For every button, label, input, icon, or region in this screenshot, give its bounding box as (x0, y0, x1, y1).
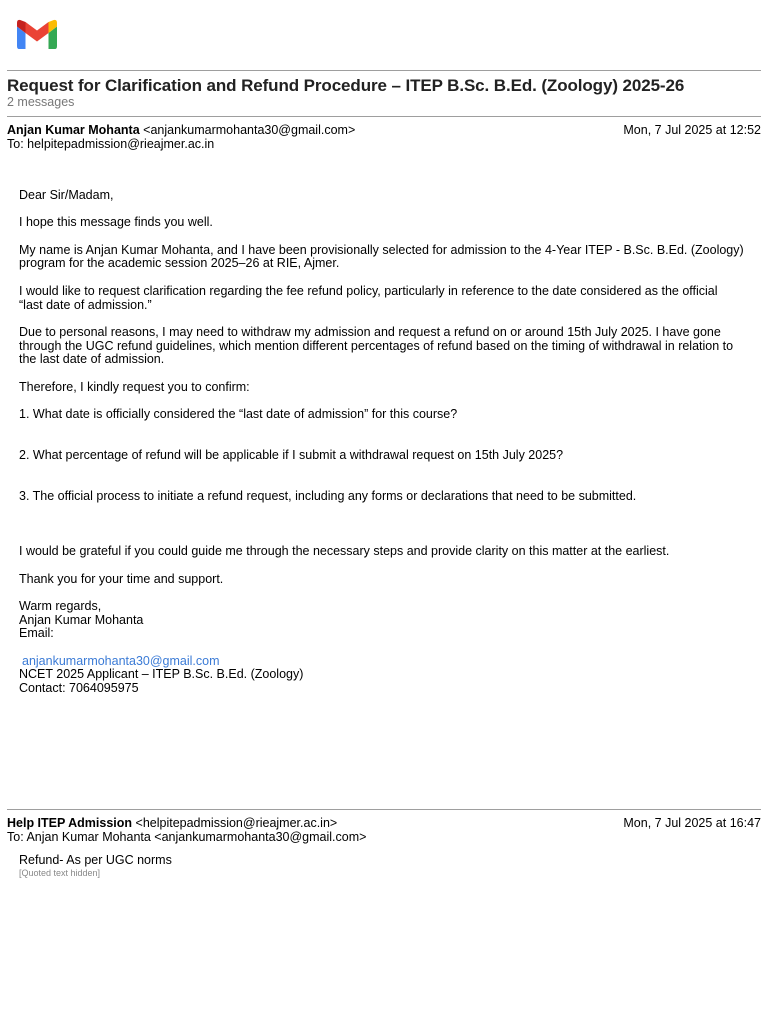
paragraph-line: I would like to request clarification regarding the fee refund policy, particularly in reference to the date considered as the official (19, 283, 718, 298)
message-body (19, 189, 749, 696)
paragraph-line: Due to personal reasons, I may need to withdraw my admission and request a refund on or around 15th July 2025. I have gone (19, 324, 721, 339)
question-3: 3. The official process to initiate a refund request, including any forms or declarations that need to be submitted. (19, 489, 637, 504)
paragraph: I would be grateful if you could guide me through the necessary steps and provide clarity on this matter at the earliest. (19, 544, 670, 559)
paragraph-line: “last date of admission.” (19, 297, 152, 312)
greeting: Dear Sir/Madam, (19, 188, 114, 202)
signature-line: Email: (19, 626, 54, 641)
message-divider (7, 809, 761, 810)
sender-email: <helpitepadmission@rieajmer.ac.in> (135, 816, 338, 830)
message-date: Mon, 7 Jul 2025 at 12:52 (623, 123, 761, 137)
paragraph: I hope this message finds you well. (19, 215, 213, 230)
recipient: To: helpitepadmission@rieajmer.ac.in (7, 137, 215, 151)
message-date: Mon, 7 Jul 2025 at 16:47 (623, 816, 761, 830)
question-2: 2. What percentage of refund will be applicable if I submit a withdrawal request on 15th July 2025? (19, 448, 564, 463)
thread-subject: Request for Clarification and Refund Procedure – ITEP B.Sc. B.Ed. (Zoology) 2025-26 (7, 76, 685, 95)
message-body (19, 854, 749, 879)
message-header (7, 123, 761, 151)
sender-name: Help ITEP Admission (7, 816, 133, 830)
message-divider (7, 116, 761, 117)
message-header (7, 816, 761, 844)
sender-email: <anjankumarmohanta30@gmail.com> (143, 123, 356, 137)
top-divider (7, 70, 761, 71)
signature-line: NCET 2025 Applicant – ITEP B.Sc. B.Ed. (Zoology) (19, 667, 304, 682)
signature-email-link[interactable]: anjankumarmohanta30@gmail.com (22, 653, 220, 668)
signature-line: Anjan Kumar Mohanta (19, 612, 144, 627)
paragraph-line: the last date of admission. (19, 352, 165, 367)
message-count: 2 messages (7, 95, 75, 109)
paragraph: Therefore, I kindly request you to confirm: (19, 379, 250, 394)
paragraph-line: through the UGC refund guidelines, which mention different percentages of refund based on the timing of withdrawal in relation to (19, 338, 734, 353)
paragraph-line: program for the academic session 2025–26 at RIE, Ajmer. (19, 256, 340, 271)
quoted-text-toggle[interactable]: [Quoted text hidden] (19, 867, 101, 878)
paragraph: Thank you for your time and support. (19, 571, 224, 586)
reply-text: Refund- As per UGC norms (19, 853, 172, 867)
gmail-logo-icon (16, 18, 58, 49)
recipient: To: Anjan Kumar Mohanta <anjankumarmohanta30@gmail.com> (7, 830, 367, 844)
signature-line: Warm regards, (19, 598, 102, 613)
paragraph-line: My name is Anjan Kumar Mohanta, and I have been provisionally selected for admission to the 4-Year ITEP - B.Sc. B.Ed. (Zoology) (19, 242, 744, 257)
sender-name: Anjan Kumar Mohanta (7, 123, 140, 137)
signature-line: Contact: 7064095975 (19, 681, 139, 696)
question-1: 1. What date is officially considered the “last date of admission” for this course? (19, 407, 458, 422)
